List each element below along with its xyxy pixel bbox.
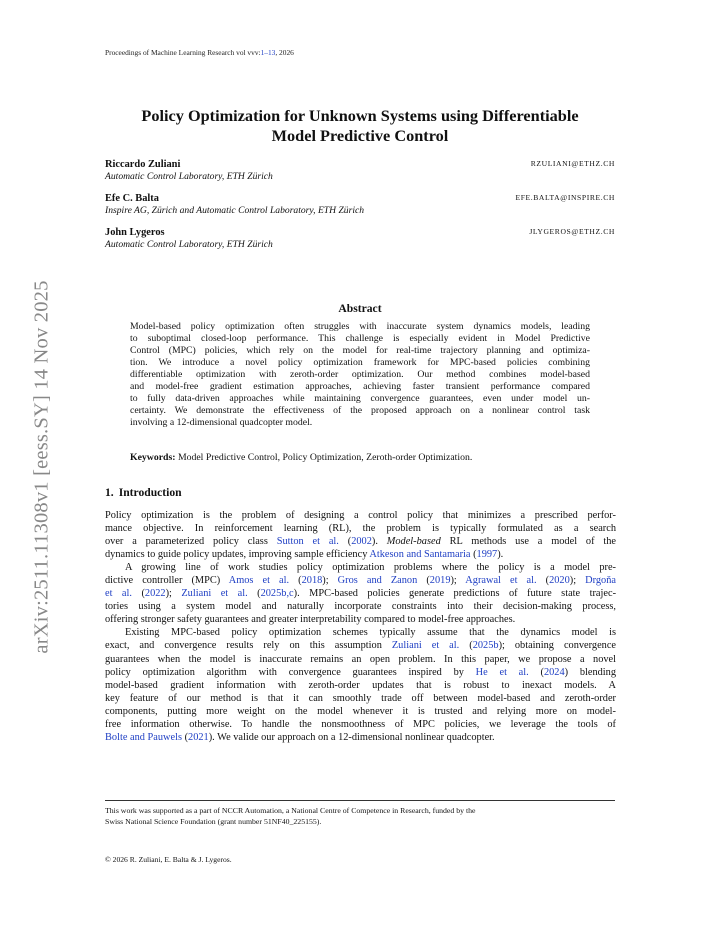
author-affiliation: Inspire AG, Zürich and Automatic Control Laboratory, ETH Zürich xyxy=(105,205,365,216)
citation-link[interactable]: Amos et al. xyxy=(228,575,290,587)
citation-link[interactable]: Atkeson and Santamaria xyxy=(369,549,471,561)
author-email: JLYGEROS@ETHZ.CH xyxy=(529,227,615,236)
running-header xyxy=(105,48,294,57)
author-block xyxy=(105,158,615,183)
abstract-line: differentiable optimization with zeroth-order optimization. Our method combines model-based xyxy=(130,369,590,380)
intro-line: offering stronger safety guarantees and greater interpretability compared to model-free approaches. xyxy=(105,614,516,626)
intro-line: et al. (2022); Zuliani et al. (2025b,c). MPC-based policies generate predictions of future state trajec- xyxy=(105,588,617,600)
author-affiliation: Automatic Control Laboratory, ETH Zürich xyxy=(105,239,273,250)
keywords xyxy=(130,452,590,463)
abstract-line: Model-based policy optimization often struggles with inaccurate system dynamics models, leading xyxy=(130,321,590,332)
intro-line: Policy optimization is the problem of designing a control policy that minimizes a prescribed perfor- xyxy=(105,510,616,521)
intro-line: key feature of our method is that it can smoothly trade off between model-based and zeroth-order xyxy=(105,692,616,704)
header-suffix: , 2026 xyxy=(275,48,294,57)
intro-line: over a parameterized policy class Sutton et al. (2002). Model-based RL methods use a model of the xyxy=(105,536,616,548)
abstract-heading: Abstract xyxy=(338,302,382,315)
intro-line: mance objective. In reinforcement learning (RL), the problem is typically formulated as a search xyxy=(105,523,616,535)
abstract-line: to suboptimal closed-loop performance. This challenge is especially evident in Model Predictive xyxy=(130,333,590,344)
author-block xyxy=(105,226,615,251)
intro-line: dictive controller (MPC) Amos et al. (2018); Gros and Zanon (2019); Agrawal et al. (2020); Drgoňa xyxy=(105,575,616,587)
intro-line: A growing line of work studies policy optimization problems where the policy is a model pre- xyxy=(125,562,616,574)
author-email: EFE.BALTA@INSPIRE.CH xyxy=(515,193,615,202)
abstract-line: certainty. We demonstrate the effectiveness of the proposed approach on a nonlinear control task xyxy=(130,405,590,416)
author-affiliation: Automatic Control Laboratory, ETH Zürich xyxy=(105,171,273,182)
abstract-line: to fully data-driven approaches while maintaining convergence guarantees, even under model un- xyxy=(130,393,590,404)
citation-year-link[interactable]: 1997 xyxy=(476,549,498,561)
arxiv-identifier-stamp: arXiv:2511.11308v1 [eess.SY] 14 Nov 2025 xyxy=(30,280,53,654)
footnote-line: Swiss National Science Foundation (grant number 51NF40_225155). xyxy=(105,817,322,826)
citation-year-link[interactable]: 2021 xyxy=(188,731,209,743)
intro-line: exact, and convergence results rely on this assumption Zuliani et al. (2025b); obtaining convergence xyxy=(105,640,617,652)
citation-link[interactable]: Zuliani et al. xyxy=(181,588,248,600)
citation-link[interactable]: Bolte and Pauwels xyxy=(105,731,182,743)
header-prefix: Proceedings of Machine Learning Research vol vvv: xyxy=(105,48,261,57)
citation-year-link[interactable]: 2024 xyxy=(543,666,565,678)
keywords-label: Keywords: xyxy=(130,452,176,463)
abstract-line: tion. We introduce a novel policy optimization framework for MPC-based policies combining xyxy=(130,357,590,368)
intro-line: Existing MPC-based policy optimization schemes typically assume that the dynamics model is xyxy=(125,627,616,639)
section-title: Introduction xyxy=(118,486,182,499)
intro-line: free information otherwise. To handle the nonsmoothness of MPC policies, we leverage the tools of xyxy=(105,718,616,730)
citation-year-link[interactable]: 2025b,c xyxy=(260,588,294,600)
citation-link[interactable]: Agrawal et al. xyxy=(465,575,537,587)
citation-year-link[interactable]: 2002 xyxy=(351,536,372,548)
citation-link[interactable]: Sutton et al. xyxy=(276,536,339,548)
abstract-line: involving a 12-dimensional quadcopter model. xyxy=(130,417,313,428)
section-number: 1. xyxy=(105,486,114,499)
author-name: Efe C. Balta xyxy=(105,193,159,204)
author-name: John Lygeros xyxy=(105,227,165,238)
citation-year-link[interactable]: 2018 xyxy=(301,575,323,587)
funding-footnote xyxy=(105,805,616,827)
intro-line: Bolte and Pauwels (2021). We valide our approach on a 12-dimensional nonlinear quadcopter. xyxy=(105,731,495,743)
abstract-line: Control (MPC) policies, which rely on the model for real-time trajectory planning and optimiza- xyxy=(130,345,590,356)
intro-line: dynamics to guide policy updates, improving sample efficiency Atkeson and Santamaria (1997). xyxy=(105,549,504,561)
copyright-notice: © 2026 R. Zuliani, E. Balta & J. Lygeros. xyxy=(105,855,232,864)
citation-year-link[interactable]: 2019 xyxy=(429,575,451,587)
keywords-text: Model Predictive Control, Policy Optimization, Zeroth-order Optimization. xyxy=(175,452,473,463)
title-line-1: Policy Optimization for Unknown Systems using Differentiable xyxy=(141,106,579,125)
citation-link[interactable]: et al. xyxy=(105,588,132,600)
author-email: RZULIANI@ETHZ.CH xyxy=(530,159,615,168)
citation-link[interactable]: Zuliani et al. xyxy=(391,640,460,652)
page-range-link[interactable]: 1–13 xyxy=(260,48,276,57)
abstract-text xyxy=(130,321,590,429)
citation-year-link[interactable]: 2025b xyxy=(472,640,499,652)
citation-link[interactable]: He et al. xyxy=(475,666,529,678)
paper-title xyxy=(105,106,615,146)
intro-line: policy optimization algorithm with convergence guarantees inspired by He et al. (2024) blending xyxy=(105,666,617,678)
author-block xyxy=(105,192,615,217)
introduction-body xyxy=(105,509,616,744)
citation-link[interactable]: Gros and Zanon xyxy=(337,575,418,587)
footnote-line: This work was supported as a part of NCCR Automation, a National Centre of Competence in Research, funded by the xyxy=(105,806,476,815)
citation-link[interactable]: Drgoňa xyxy=(585,575,616,587)
section-heading xyxy=(105,486,187,499)
abstract-line: and model-free gradient estimation approaches, achieving faster transient performance compared xyxy=(130,381,590,392)
footnote-divider xyxy=(105,800,615,801)
citation-year-link[interactable]: 2022 xyxy=(144,588,166,600)
citation-year-link[interactable]: 2020 xyxy=(549,575,570,587)
author-name: Riccardo Zuliani xyxy=(105,159,181,170)
intro-line: tories using a system model and naturally incorporate constraints into their decision-making process, xyxy=(105,601,616,613)
intro-line: model-based gradient information with zeroth-order updates that is robust to inexact models. A xyxy=(105,679,616,691)
title-line-2: Model Predictive Control xyxy=(271,126,449,145)
intro-line: components, putting more weight on the model whenever it is trusted and relying more on model- xyxy=(105,705,616,717)
intro-line: guarantees when the model is inaccurate remains an open problem. In this paper, we propose a novel xyxy=(105,653,616,665)
